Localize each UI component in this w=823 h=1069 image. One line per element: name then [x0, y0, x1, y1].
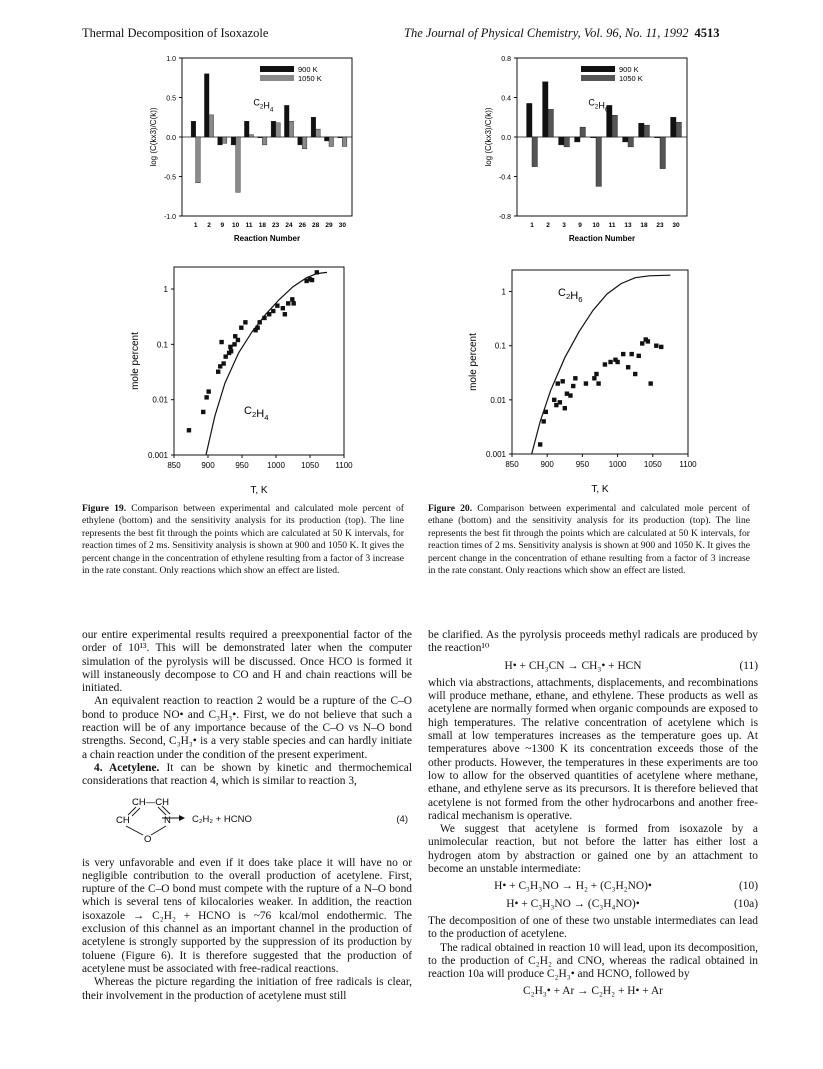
bar-900k: [218, 137, 223, 145]
legend-swatch: [581, 66, 615, 72]
y-tick-label: 0.001: [485, 450, 506, 459]
data-point: [573, 376, 577, 380]
body-paragraph: [82, 762, 412, 789]
bar-1050k: [532, 137, 537, 167]
data-point: [310, 278, 314, 282]
bar-900k: [271, 121, 276, 137]
fig19-caption-label: Figure 19.: [82, 503, 127, 514]
bar-1050k: [196, 137, 201, 183]
equation-11-number: (11): [739, 659, 758, 672]
x-tick-label: 10: [232, 222, 240, 229]
ring-top-label: CH—CH: [132, 796, 169, 808]
data-point: [659, 345, 663, 349]
y-axis-label: log (C(kx3)/C(k)): [484, 107, 493, 167]
data-point: [206, 389, 210, 393]
fit-curve: [532, 275, 671, 454]
x-tick-label: 1: [530, 222, 534, 229]
y-tick-label: 0.1: [156, 340, 168, 350]
bar-1050k: [580, 127, 585, 137]
bar-1050k: [289, 121, 294, 137]
y-tick-label: 0.0: [166, 135, 176, 142]
body-paragraph: our entire experimental results required a preexponential factor of the order of 10¹³. This will be demonstrated later when the computer simulation of the pyrolysis will be discussed. Once HCO is formed it will instaneously decompose to CO and H and chain reactions will be initiated.: [82, 629, 412, 695]
y-tick-label: 0.8: [501, 56, 511, 63]
bar-900k: [543, 82, 548, 137]
page-number: 4513: [694, 26, 720, 40]
bar-900k: [338, 137, 343, 138]
section-heading: 4. Acetylene.: [94, 761, 160, 774]
y-tick-label: -1.0: [163, 214, 176, 221]
ring-right-label: N: [164, 814, 171, 826]
y-axis-label: mole percent: [468, 333, 479, 391]
x-tick-label: 9: [220, 222, 225, 229]
journal-citation: The Journal of Physical Chemistry, Vol. 96, No. 11, 1992: [404, 26, 689, 40]
x-tick-label: 29: [325, 222, 333, 229]
bar-1050k: [209, 115, 214, 137]
data-point: [286, 301, 290, 305]
x-tick-label: 28: [312, 222, 320, 229]
fig19-sensitivity-chart: [130, 48, 370, 248]
bar-1050k: [564, 137, 569, 147]
equation-11: [428, 660, 758, 673]
bar-900k: [191, 121, 196, 137]
y-tick-label: 1.0: [166, 56, 176, 63]
body-paragraph: The radical obtained in reaction 10 will lead, upon its decomposition, to the production of C₂H₂ and CNO, whereas the radical obtained in reaction 10a will produce C₂H₃• and HCNO, followed by: [428, 941, 758, 981]
body-paragraph: which via abstractions, attachments, displacements, and recombinations will produce methane, ethane, and ethylene. These products as well as acetylene are normally formed when organic compounds are exposed to high temperatures. The relative concentration of acetylene which is small at low temperatures increases as the temperature goes up. At temperatures above ~1300 K its concentration exceeds those of the other products. However, the temperatures in these experiments are too low to allow for the observed quantities of acetylene where methane, ethane, and ethylene serve as its precursors. It is therefore believed that acetylene is not formed from the other hydrocarbons and another free-radical mechanism is operative.: [428, 676, 758, 822]
x-tick-label: 2: [546, 222, 550, 229]
y-tick-label: 1: [501, 287, 506, 297]
y-tick-label: 0.4: [501, 95, 511, 103]
x-tick-label: 1000: [608, 460, 627, 469]
y-tick-label: -0.8: [498, 214, 511, 221]
body-paragraph: An equivalent reaction to reaction 2 would be a rupture of the C–O bond to produce NO• and C₃H₃•. First, we do not believe that such a reaction will be of any importance because of the C–O vs N–O bond strengths. Second, C₃H₃• is a very stable species and can hardly initiate a chain reaction under the condition of the present experiment.: [82, 695, 412, 761]
fig20-caption-text: Comparison between experimental and calculated mole percent of ethane (bottom) and the sensitivity analysis for its production (top). The line represents the best fit through the points which are calculated at 50 K intervals, for reaction times of 2 ms. Sensitivity analysis is shown at 900 and 1050 K. It gives the percent change in the concentration of ethane resulting from a factor of 3 increase in the rate constant. Only reactions which show an effect are listed.: [428, 503, 750, 577]
data-point: [291, 301, 295, 305]
bar-900k: [311, 117, 316, 137]
bar-1050k: [628, 137, 633, 147]
body-paragraph: We suggest that acetylene is formed from isoxazole by a unimolecular reaction, but not before the latter has either lost a hydrogen atom by abstraction or gained one by an attachment to become an unstable intermediate:: [428, 823, 758, 876]
data-point: [544, 410, 548, 414]
bar-1050k: [316, 129, 321, 137]
running-header-journal: [404, 26, 719, 41]
bar-900k: [258, 137, 263, 138]
data-point: [571, 384, 575, 388]
x-tick-label: 900: [201, 461, 215, 470]
x-tick-label: 13: [624, 222, 632, 229]
x-tick-label: 900: [540, 460, 554, 469]
x-axis-label: Reaction Number: [233, 234, 301, 243]
data-point: [563, 406, 567, 410]
x-tick-label: 11: [245, 222, 253, 229]
x-tick-label: 3: [562, 222, 566, 229]
data-point: [626, 365, 630, 369]
x-tick-label: 30: [338, 222, 346, 229]
x-tick-label: 11: [608, 222, 616, 229]
bar-1050k: [222, 137, 227, 143]
legend-swatch: [581, 75, 615, 81]
legend-label: 900 K: [619, 65, 639, 74]
bar-1050k: [644, 125, 649, 137]
data-point: [315, 270, 319, 274]
x-tick-label: 18: [640, 222, 648, 229]
reaction-4-number: (4): [396, 813, 408, 825]
data-point: [290, 297, 294, 301]
data-point: [229, 349, 233, 353]
data-point: [275, 303, 279, 307]
bar-1050k: [676, 122, 681, 137]
data-point: [654, 343, 658, 347]
data-point: [204, 395, 208, 399]
bar-1050k: [302, 137, 307, 149]
bar-900k: [324, 137, 329, 141]
plot-frame: [174, 267, 344, 455]
x-tick-label: 1: [193, 222, 198, 229]
data-point: [267, 312, 271, 316]
ring-left-label: CH: [116, 814, 130, 826]
data-point: [271, 309, 275, 313]
left-column: [82, 629, 412, 1003]
equation-10-number: (10): [739, 880, 758, 893]
data-point: [255, 325, 259, 329]
paragraph-text: It can be shown by kinetic and thermochemical considerations that reaction 4, which is similar to reaction 3,: [82, 761, 413, 788]
isoxazole-structure: [112, 795, 182, 849]
bar-900k: [204, 74, 209, 137]
bar-900k: [591, 137, 596, 138]
species-label: $C_2H_6$: [558, 287, 583, 304]
data-point: [221, 361, 225, 365]
x-tick-label: 1100: [679, 460, 697, 469]
bar-1050k: [276, 123, 281, 137]
data-point: [281, 306, 285, 310]
x-tick-label: 18: [258, 222, 266, 229]
data-point: [640, 341, 644, 345]
data-point: [560, 379, 564, 383]
bar-900k: [298, 137, 303, 145]
equation-10-text: H• + C₃H₃NO → H₂ + (C₃H₂NO)•: [494, 880, 652, 893]
x-tick-label: 850: [505, 460, 519, 469]
y-axis-label: log (C(kx3)/C(k)): [149, 107, 158, 167]
y-axis-label: mole percent: [130, 332, 141, 390]
fig20-mole-percent-chart: [450, 258, 710, 498]
data-point: [558, 400, 562, 404]
data-point: [257, 320, 261, 324]
data-point: [219, 340, 223, 344]
reaction-arrow-icon: [162, 814, 186, 822]
bar-1050k: [329, 137, 334, 146]
data-point: [621, 352, 625, 356]
y-tick-label: -0.4: [498, 174, 511, 182]
bar-900k: [575, 137, 580, 142]
data-point: [637, 354, 641, 358]
data-point: [538, 442, 542, 446]
x-axis-label: T, K: [250, 485, 268, 496]
bar-900k: [231, 137, 236, 145]
data-point: [584, 381, 588, 385]
fig20-sensitivity-svg: [465, 48, 705, 248]
data-point: [243, 320, 247, 324]
fig19-mole-percent-chart: [112, 262, 362, 497]
equation-11-text: H• + CH₃CN → CH₃• + HCN: [504, 659, 642, 672]
bar-1050k: [596, 137, 601, 186]
bar-1050k: [249, 135, 254, 137]
data-point: [603, 362, 607, 366]
y-tick-label: 0.001: [147, 451, 168, 460]
equation-final: [428, 985, 758, 998]
data-point: [594, 372, 598, 376]
x-tick-label: 1050: [643, 460, 662, 469]
data-point: [556, 381, 560, 385]
equation-10a: [428, 898, 758, 911]
x-tick-label: 1100: [335, 461, 353, 470]
bar-1050k: [612, 115, 617, 137]
data-point: [552, 398, 556, 402]
data-point: [236, 338, 240, 342]
body-paragraph: The decomposition of one of these two unstable intermediates can lead to the production of acetylene.: [428, 914, 758, 941]
bar-900k: [244, 121, 249, 137]
equation-10: [428, 880, 758, 893]
x-tick-label: 24: [285, 222, 293, 229]
bar-900k: [655, 137, 660, 138]
data-point: [633, 372, 637, 376]
data-point: [648, 381, 652, 385]
x-axis-label: Reaction Number: [568, 234, 636, 243]
body-paragraph: Whereas the picture regarding the initiation of free radicals is clear, their involvement in the production of acetylene must still: [82, 976, 412, 1002]
data-point: [283, 312, 287, 316]
body-paragraph: is very unfavorable and even if it does take place it will have no or negligible contribution to the overall production of acetylene. First, rupture of the C–O bond must compete with the rupture of a N–O bond which is several tens of kilocalories weaker. In addition, the reaction isoxazole → C₂H₂ + HCNO is ~76 kcal/mol endothermic. The exclusion of this channel as an important channel in the production of acetylene is strongly supported by the suppression of its production by toluene (Figure 6). It is therefore suggested that the production of acetylene must be associated with free-radical reactions.: [82, 856, 412, 975]
x-tick-label: 2: [207, 222, 211, 229]
fig19-sensitivity-svg: [130, 48, 370, 248]
fig20-caption: [428, 503, 750, 577]
data-point: [216, 370, 220, 374]
data-point: [646, 339, 650, 343]
species-label: $C_2H_6$: [588, 97, 609, 114]
data-point: [232, 342, 236, 346]
bar-900k: [284, 105, 289, 137]
bar-1050k: [548, 109, 553, 137]
bar-900k: [671, 117, 676, 137]
y-tick-label: 0.1: [494, 341, 506, 351]
legend-label: 1050 K: [619, 74, 643, 83]
y-tick-label: -0.5: [163, 174, 176, 182]
data-point: [201, 410, 205, 414]
equation-final-text: C₂H₃• + Ar → C₂H₂ + H• + Ar: [523, 985, 663, 998]
x-tick-label: 23: [656, 222, 664, 229]
x-tick-label: 950: [235, 461, 249, 470]
fig20-mole-percent-svg: [450, 258, 710, 498]
data-point: [608, 360, 612, 364]
bar-1050k: [660, 137, 665, 169]
fig20-caption-label: Figure 20.: [428, 503, 473, 514]
reaction-scheme-4: [82, 795, 412, 849]
y-tick-label: 0.0: [501, 135, 511, 142]
fig19-caption: [82, 503, 404, 577]
y-tick-label: 0.5: [166, 95, 176, 103]
fig20-sensitivity-chart: [465, 48, 705, 248]
bar-900k: [527, 103, 532, 137]
x-tick-label: 950: [575, 460, 590, 469]
species-label: $C_2H_4$: [244, 405, 269, 422]
data-point: [615, 360, 619, 364]
legend-label: 900 K: [298, 65, 318, 74]
data-point: [541, 419, 545, 423]
x-axis-label: T, K: [591, 484, 609, 495]
species-label: $C_2H_4$: [253, 97, 274, 114]
data-point: [629, 352, 633, 356]
bar-1050k: [236, 137, 241, 192]
right-column: [428, 629, 758, 1003]
x-tick-label: 850: [167, 461, 181, 470]
equation-10a-text: H• + C₃H₃NO → (C₃H₄NO)•: [506, 897, 640, 910]
data-point: [596, 381, 600, 385]
reaction-4-products: C₂H₂ + HCNO: [192, 813, 252, 825]
fig19-caption-text: Comparison between experimental and calculated mole percent of ethylene (bottom) and the sensitivity analysis for its production (top). The line represents the best fit through the points which are calculated at 50 K intervals, for reaction times of 2 ms. Sensitivity analysis is shown at 900 and 1050 K. It gives the percent change in the concentration of ethylene resulting from a factor of 3 increase in the rate constant. Only reactions which show an effect are listed.: [82, 503, 404, 577]
legend-swatch: [260, 75, 294, 81]
data-point: [568, 393, 572, 397]
data-point: [262, 316, 266, 320]
ring-bottom-label: O: [144, 833, 152, 845]
fig19-mole-percent-svg: [112, 262, 362, 497]
x-tick-label: 10: [592, 222, 600, 229]
data-point: [592, 376, 596, 380]
bar-900k: [623, 137, 628, 142]
x-tick-label: 1000: [267, 461, 285, 470]
equation-10a-number: (10a): [733, 897, 758, 910]
y-tick-label: 1: [163, 285, 168, 295]
x-tick-label: 1050: [301, 461, 319, 470]
x-tick-label: 26: [298, 222, 306, 229]
x-tick-label: 23: [272, 222, 280, 229]
running-header-title: Thermal Decomposition of Isoxazole: [82, 26, 269, 40]
data-point: [187, 428, 191, 432]
y-tick-label: 0.01: [152, 395, 168, 405]
bar-900k: [559, 137, 564, 145]
bar-1050k: [262, 137, 267, 145]
legend-label: 1050 K: [298, 74, 322, 83]
y-tick-label: 0.01: [490, 395, 506, 405]
bar-900k: [639, 123, 644, 137]
x-tick-label: 30: [672, 222, 680, 229]
data-point: [228, 345, 232, 349]
x-tick-label: 9: [578, 222, 582, 229]
bar-1050k: [342, 137, 347, 146]
body-paragraph: be clarified. As the pyrolysis proceeds methyl radicals are produced by the reaction¹⁰: [428, 629, 758, 655]
legend-swatch: [260, 66, 294, 72]
data-point: [239, 325, 243, 329]
